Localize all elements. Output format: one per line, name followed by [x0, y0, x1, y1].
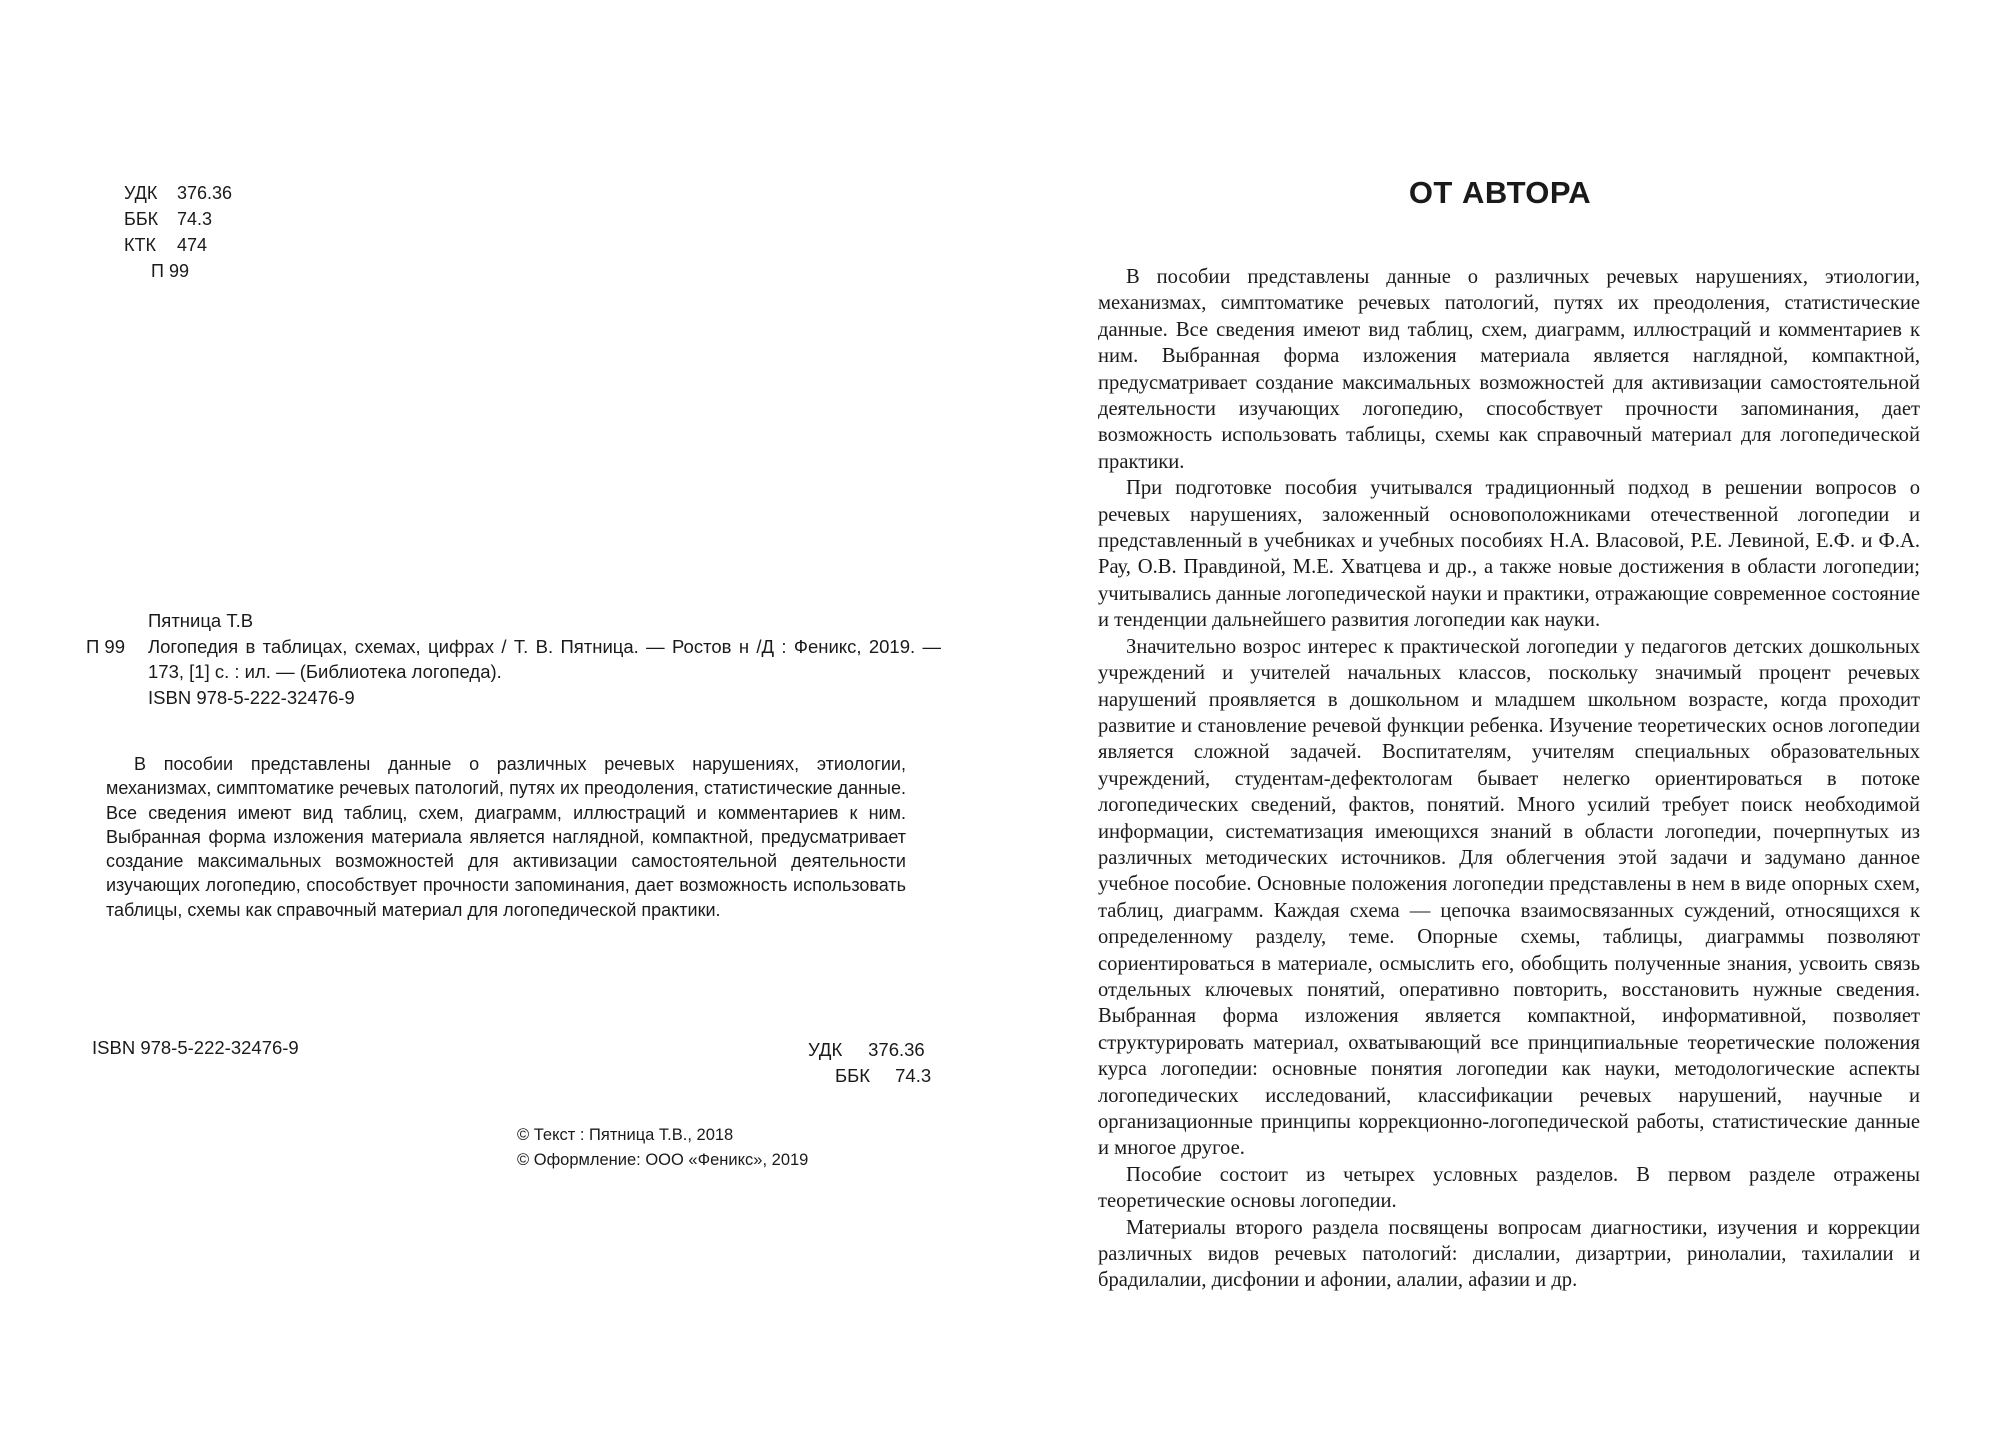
record-entry-text: Логопедия в таблицах, схемах, цифрах / Т. В. Пятница. — Ростов н /Д : Феникс, 2019. — 173, [1] с. : ил. — (Библиотека логопеда).	[148, 635, 941, 682]
paragraph: В пособии представлены данные о различных речевых нарушениях, этиологии, механизмах, симптоматике речевых патологий, путях их преодоления, статистические данные. Все сведения имеют вид таблиц, схем, диаграмм, иллюстраций и комментариев к ним. Выбранная форма изложения материала является наглядной, компактной, предусматривает создание максимальных возможностей для активизации самостоятельной деятельности изучающих логопедию, способствует прочности запоминания, дает возможность использовать таблицы, схемы как справочный материал для логопедической практики.	[1098, 266, 1920, 473]
bottom-code-udc: УДК 376.36	[808, 1039, 925, 1060]
index-code-udc: УДК 376.36	[124, 183, 233, 203]
index-code-ktk: КТК 474	[124, 235, 208, 255]
page-title: ОТ АВТОРА	[1408, 175, 1592, 210]
isbn-bottom: ISBN 978-5-222-32476-9	[92, 1037, 299, 1058]
record-isbn: ISBN 978-5-222-32476-9	[148, 686, 355, 708]
bottom-code-bbk: ББК 74.3	[835, 1065, 932, 1086]
bottom-codes	[808, 1037, 931, 1089]
record-author: Пятница Т.В	[148, 610, 254, 631]
paragraph: При подготовке пособия учитывался традиционный подход в решении вопросов о речевых нарушениях, заложенный основоположниками отечественной логопедии и представленный в учебниках и учебных пособиях Н.А. Власовой, Р.Е. Левиной, Е.Ф. и Ф.А. Рау, О.В. Правдиной, М.Е. Хватцева и др., а также новые достижения в области логопедии; учитывались данные логопедической науки и практики, отражающие современное состояние и тенденции дальнейшего развития логопедии как науки.	[1098, 477, 1920, 632]
bibliographic-record	[86, 608, 941, 710]
author-mark: П 99	[151, 261, 189, 281]
paragraph: Материалы второго раздела посвящены вопросам диагностики, изучения и коррекции различных видов речевых патологий: дислалии, дизартрии, ринолалии, тахилалии и брадилалии, дисфонии и афонии, алалии, афазии и др.	[1098, 1216, 1920, 1292]
foreword-page	[1000, 0, 2000, 1455]
copyright-text: © Текст : Пятница Т.В., 2018	[517, 1126, 734, 1144]
record-entry	[86, 634, 941, 685]
foreword-text	[1098, 264, 1920, 1294]
copyright-design: © Оформление: ООО «Феникс», 2019	[517, 1151, 809, 1169]
annotation: В пособии представлены данные о различных речевых нарушениях, этиологии, механизмах, симптоматике речевых патологий, путях их преодоления, статистические данные. Все сведения имеют вид таблиц, схем, диаграмм, иллюстраций и комментариев к ним. Выбранная форма изложения материала является наглядной, компактной, предусматривает создание максимальных возможностей для активизации самостоятельной деятельности изучающих логопедию, способствует прочности запоминания, дает возможность использовать таблицы, схемы как справочный материал для логопедической практики.	[106, 754, 906, 920]
record-code: П 99	[86, 635, 126, 657]
paragraph: Значительно возрос интерес к практической логопедии у педагогов детских дошкольных учреждений и учителей начальных классов, поскольку значимый процент речевых нарушений проявляется в дошкольном и младшем школьном возрасте, когда проходит развитие и становление речевой функции ребенка. Изучение теоретических основ логопедии является сложной задачей. Воспитателям, учителям специальных образовательных учреждений, студентам-дефектологам бывает нелегко ориентироваться в потоке логопедических сведений, фактов, понятий. Много усилий требует поиск необходимой информации, систематизация имеющихся знаний в области логопедии, почерпнутых из различных методических источников. Для облегчения этой задачи и задумано данное учебное пособие. Основные положения логопедии представлены в нем в виде опорных схем, таблиц, диаграмм. Каждая схема — цепочка взаимосвязанных суждений, относящихся к определенному разделу, теме. Опорные схемы, таблицы, диаграммы позволяют сориентироваться в материале, осмыслить его, обобщить полученные знания, усвоить связь отдельных ключевых понятий, оперативно повторить, восстановить нужные сведения. Выбранная форма изложения является компактной, информативной, позволяет структурировать материал, охватывающий все принципиальные теоретические положения курса логопедии: основные понятия логопедии как науки, методологические аспекты логопедических исследований, классификации речевых нарушений, научные и организационные принципы коррекционно-логопедической работы, статистические данные и многое другое.	[1098, 635, 1920, 1160]
copyright-block	[517, 1123, 808, 1173]
paragraph: Пособие состоит из четырех условных разделов. В первом разделе отражены теоретические основы логопедии.	[1098, 1163, 1920, 1213]
index-codes-block	[124, 180, 232, 258]
index-code-bbk: ББК 74.3	[124, 209, 213, 229]
